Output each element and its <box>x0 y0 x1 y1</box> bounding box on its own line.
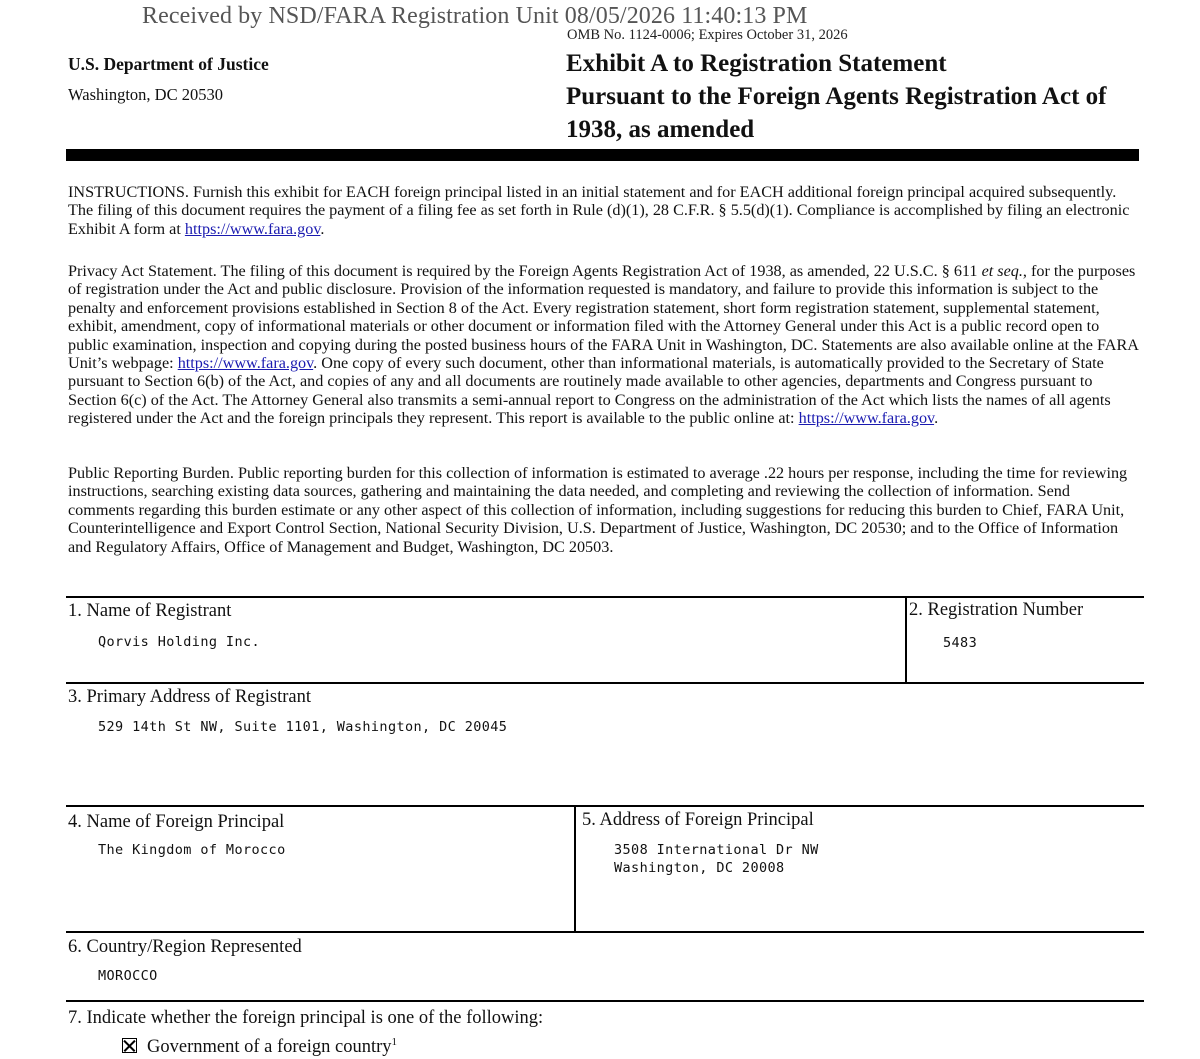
government-option[interactable] <box>122 1036 397 1058</box>
government-footnote-marker: 1 <box>391 1036 398 1048</box>
primary-address-value[interactable]: 529 14th St NW, Suite 1101, Washington, DC 20045 <box>98 719 508 735</box>
section-7-top-border <box>66 1000 1144 1002</box>
foreign-principal-address-line-1[interactable]: 3508 International Dr NW <box>614 842 819 858</box>
section-3-top-border <box>66 682 1144 684</box>
form-title-line-3: 1938, as amended <box>566 116 755 143</box>
privacy-text-3: . One copy of every such document, other than informational materials, is automatically provided to the Secretary of State pursuant to Section 6(b) of the Act, and copies of any and all documents are routinely made available to other agencies, departments and Congress pursuant to Section 6(c) of the Act. The Attorney General also transmits a semi-annual report to Congress on the administration of the Act which lists the names of all agents registered under the Act and the foreign principals they represent. This report is available to the public online at: <box>68 354 1111 428</box>
form-title-line-1: Exhibit A to Registration Statement <box>566 50 947 77</box>
privacy-text-2: , for the purposes of registration under the Act and public disclosure. Provision of the information requested is mandatory, and failure to provide this information is subject to the penalty and enforcement provisions established in Section 8 of the Act. Every registration statement, short form registration statement, supplemental statement, exhibit, amendment, copy of informational materials or other document or information filed with the Attorney General under this Act is a public record open to public examination, inspection and copying during the posted business hours of the FARA Unit in Washington, DC. Statements are also available online at the FARA Unit’s webpage: <box>68 262 1139 373</box>
privacy-fara-link-1[interactable]: https://www.fara.gov <box>177 354 314 373</box>
section-4-5-divider <box>574 805 576 932</box>
section-6-top-border <box>66 931 1144 933</box>
privacy-text-1: Privacy Act Statement. The filing of this document is required by the Foreign Agents Registration Act of 1938, as amended, 22 U.S.C. § 611 <box>68 262 982 280</box>
foreign-principal-address-label: 5. Address of Foreign Principal <box>582 810 814 830</box>
instructions-fara-link[interactable]: https://www.fara.gov <box>184 219 321 238</box>
privacy-act-paragraph <box>68 262 1140 428</box>
registration-number-label: 2. Registration Number <box>909 600 1084 620</box>
form-title <box>566 47 1166 146</box>
department-city: Washington, DC 20530 <box>68 85 223 104</box>
foreign-principal-address-line-2[interactable]: Washington, DC 20008 <box>614 860 785 876</box>
country-represented-value[interactable]: MOROCCO <box>98 968 158 984</box>
public-reporting-burden-paragraph: Public Reporting Burden. Public reporting burden for this collection of information is estimated to average .22 hours per response, including the time for reviewing instructions, searching existing data sources, gathering and maintaining the data needed, and completing and reviewing the collection of information. Send comments regarding this burden estimate or any other aspect of this collection of information, including suggestions for reducing this burden to Chief, FARA Unit, Counterintelligence and Export Control Section, National Security Division, U.S. Department of Justice, Washington, DC 20530; and to the Office of Information and Regulatory Affairs, Office of Management and Budget, Washington, DC 20503. <box>68 464 1128 556</box>
header-divider <box>66 149 1139 161</box>
omb-number: OMB No. 1124-0006; Expires October 31, 2026 <box>567 27 848 43</box>
section-1-top-border <box>66 596 1144 598</box>
government-checkbox[interactable] <box>122 1038 137 1053</box>
section-4-top-border <box>66 805 1144 807</box>
privacy-fara-link-2[interactable]: https://www.fara.gov <box>798 409 935 428</box>
instructions-text: INSTRUCTIONS. Furnish this exhibit for EACH foreign principal listed in an initial statement and for EACH additional foreign principal acquired subsequently. The filing of this document requires the payment of a filing fee as set forth in Rule (d)(1), 28 C.F.R. § 5.5(d)(1). Compliance is accomplished by filing an electronic Exhibit A form at <box>68 183 1130 238</box>
country-represented-label: 6. Country/Region Represented <box>68 937 302 957</box>
instructions-paragraph <box>68 183 1140 238</box>
government-option-label: Government of a foreign country <box>147 1037 392 1058</box>
department-name: U.S. Department of Justice <box>68 54 269 74</box>
section-1-2-divider <box>905 596 907 684</box>
registration-number-value[interactable]: 5483 <box>943 635 978 651</box>
registrant-name-value[interactable]: Qorvis Holding Inc. <box>98 634 261 650</box>
received-stamp: Received by NSD/FARA Registration Unit 08/05/2026 11:40:13 PM <box>142 3 808 29</box>
registrant-name-label: 1. Name of Registrant <box>68 601 232 621</box>
privacy-end: . <box>934 409 939 428</box>
form-title-line-2: Pursuant to the Foreign Agents Registration Act of <box>566 83 1107 110</box>
instructions-end: . <box>320 219 325 238</box>
foreign-principal-name-value[interactable]: The Kingdom of Morocco <box>98 842 286 858</box>
foreign-principal-name-label: 4. Name of Foreign Principal <box>68 812 285 832</box>
principal-type-question: 7. Indicate whether the foreign principal is one of the following: <box>68 1008 544 1028</box>
privacy-et-seq: et seq. <box>981 262 1023 280</box>
primary-address-label: 3. Primary Address of Registrant <box>68 687 312 707</box>
